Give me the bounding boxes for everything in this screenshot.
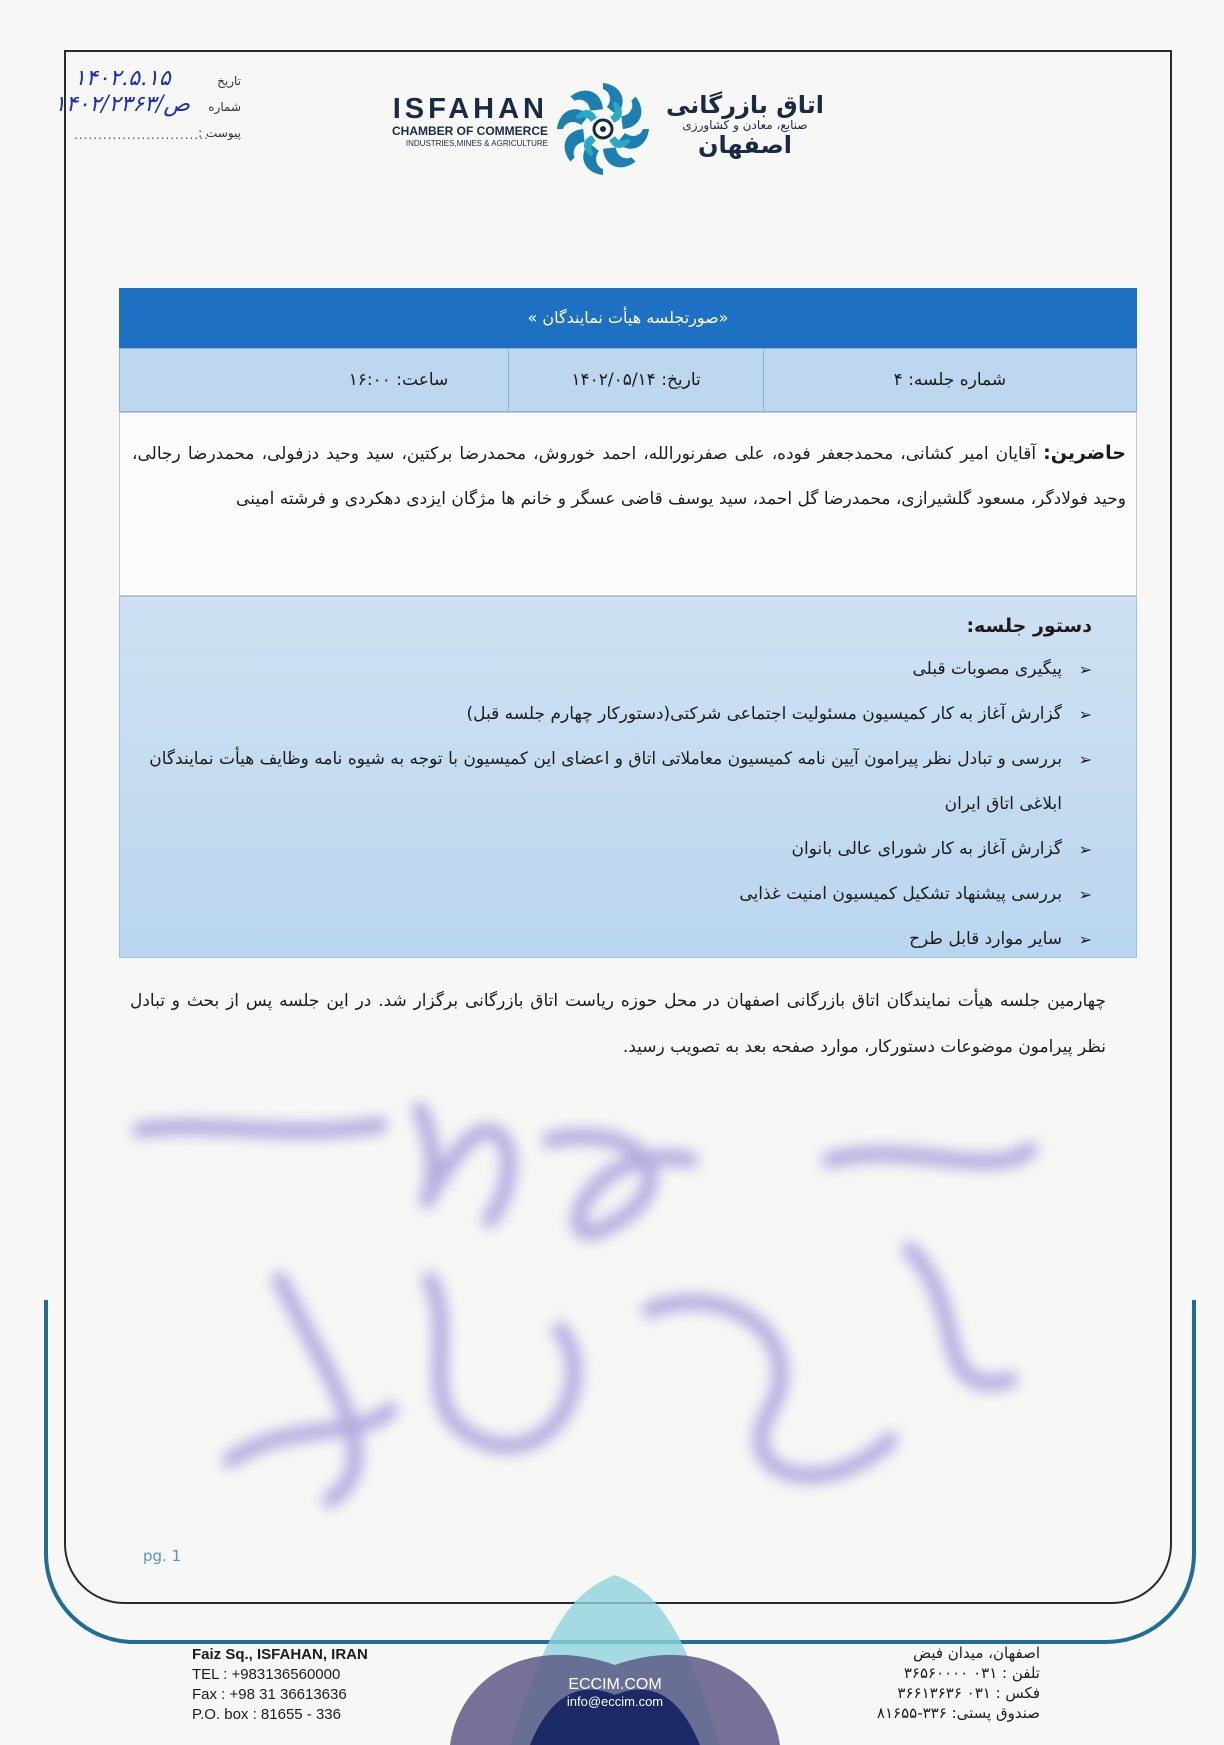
footer-fa-tel: تلفن : ۰۳۱ ۳۶۵۶۰۰۰۰: [903, 1664, 1040, 1682]
footer-en-pobox: P.O. box : 81655 - 336: [192, 1706, 341, 1723]
session-number: شماره جلسه: ۴: [763, 349, 1136, 411]
date-label: تاریخ: [217, 74, 241, 88]
minutes-paragraph: چهارمین جلسه هیأت نمایندگان اتاق بازرگانی اصفهان در محل حوزه ریاست اتاق بازرگانی برگزار شد. در این جلسه پس از بحث و تبادل نظر پیرامون موضوعات دستورکار، موارد صفحه بعد به تصویب رسید.: [130, 991, 1106, 1057]
logo-fa-line2: صنایع، معادن و کشاورزی: [682, 118, 808, 132]
attachment-dots: ............................: [74, 128, 209, 142]
meta-number-row: [54, 92, 245, 118]
logo-fa-line1: اتاق بازرگانی: [666, 91, 824, 119]
agenda-list: [148, 647, 1092, 962]
agenda-label: دستور جلسه:: [966, 615, 1092, 637]
arrow-bullet-icon: ➢: [1078, 840, 1092, 859]
attachment-label: پیوست :: [198, 126, 241, 140]
arrow-bullet-icon: ➢: [1078, 885, 1092, 904]
agenda-item: ➢ گزارش آغاز به کار شورای عالی بانوان: [148, 827, 1092, 872]
arrow-bullet-icon: ➢: [1078, 660, 1092, 679]
agenda-item: ➢ سایر موارد قابل طرح: [148, 917, 1092, 962]
agenda-item: ➢ بررسی پیشنهاد تشکیل کمیسیون امنیت غذایی: [148, 872, 1092, 917]
agenda-box: [119, 596, 1137, 958]
footer-website: [540, 1676, 690, 1709]
page-number: pg. 1: [143, 1547, 182, 1565]
footer-english: [192, 1645, 368, 1725]
arrow-bullet-icon: ➢: [1078, 705, 1092, 724]
meta-date-row: [70, 66, 245, 92]
session-time: ساعت: ۱۶:۰۰: [348, 370, 449, 390]
footer-persian: [850, 1643, 1040, 1723]
arrow-bullet-icon: ➢: [1078, 930, 1092, 949]
footer-en-address: Faiz Sq., ISFAHAN, IRAN: [192, 1646, 368, 1663]
logo-en-small: INDUSTRIES,MINES & AGRICULTURE: [405, 139, 548, 148]
agenda-item: ➢ گزارش آغاز به کار کمیسیون مسئولیت اجتماعی شرکتی(دستورکار چهارم جلسه قبل): [148, 692, 1092, 737]
number-label: شماره: [208, 100, 241, 114]
chamber-logo-icon: [553, 78, 653, 180]
footer-fa-pobox: صندوق پستی: ۳۳۶-۸۱۶۵۵: [876, 1704, 1040, 1722]
website-link[interactable]: ECCIM.COM: [568, 1676, 662, 1693]
agenda-item: ➢ پیگیری مصوبات قبلی: [148, 647, 1092, 692]
footer-emblem: [420, 1555, 810, 1745]
footer-fa-fax: فکس : ۰۳۱ ۳۶۶۱۳۶۳۶: [897, 1684, 1040, 1702]
attendees-label: حاضرین:: [1043, 442, 1126, 464]
email-link[interactable]: info@eccim.com: [566, 1694, 664, 1709]
logo-english: [378, 94, 548, 150]
meta-attachment-row: [70, 118, 245, 144]
blurred-signatures: [130, 1080, 1110, 1550]
session-info-row: [119, 348, 1137, 412]
footer-en-tel: TEL : +983136560000: [192, 1666, 341, 1683]
footer-fa-address: اصفهان، میدان فیض: [912, 1644, 1040, 1662]
attendees-list: آقایان امیر کشانی، محمدجعفر فوده، علی صفرنورالله، احمد خوروش، محمدرضا برکتین، سید وحید دزفولی، محمدرضا رجالی، وحید فولادگر، مسعود گلشیرازی، محمدرضا گل احمد، سید یوسف قاضی عسگر و خانم ها مژگان ایزدی دهکردی و فرشته امینی: [132, 444, 1126, 509]
handwritten-date: ۱۴۰۲.۵.۱۵: [74, 66, 171, 91]
minutes-title-bar: «صورتجلسه هیأت نمایندگان »: [119, 288, 1137, 348]
attendees-box: [119, 412, 1137, 596]
session-date: تاریخ: ۱۴۰۲/۰۵/۱۴: [508, 349, 762, 411]
logo-fa-line3: اصفهان: [697, 131, 793, 159]
arrow-bullet-icon: ➢: [1078, 750, 1092, 769]
handwritten-number: ۱۴۰۲/ص/۲۳۶۳: [54, 92, 190, 117]
logo-en-subtitle: CHAMBER OF COMMERCE: [392, 124, 548, 138]
logo-en-title: ISFAHAN: [392, 93, 548, 125]
letter-meta: [54, 66, 245, 144]
agenda-item: ➢ بررسی و تبادل نظر پیرامون آیین نامه کمیسیون معاملاتی اتاق و اعضای این کمیسیون با توجه به شیوه نامه وظایف هیأت نمایندگان ابلاغی اتاق ایران: [148, 737, 1092, 827]
footer-en-fax: Fax : +98 31 36613636: [192, 1686, 347, 1703]
logo-persian: [660, 92, 830, 158]
